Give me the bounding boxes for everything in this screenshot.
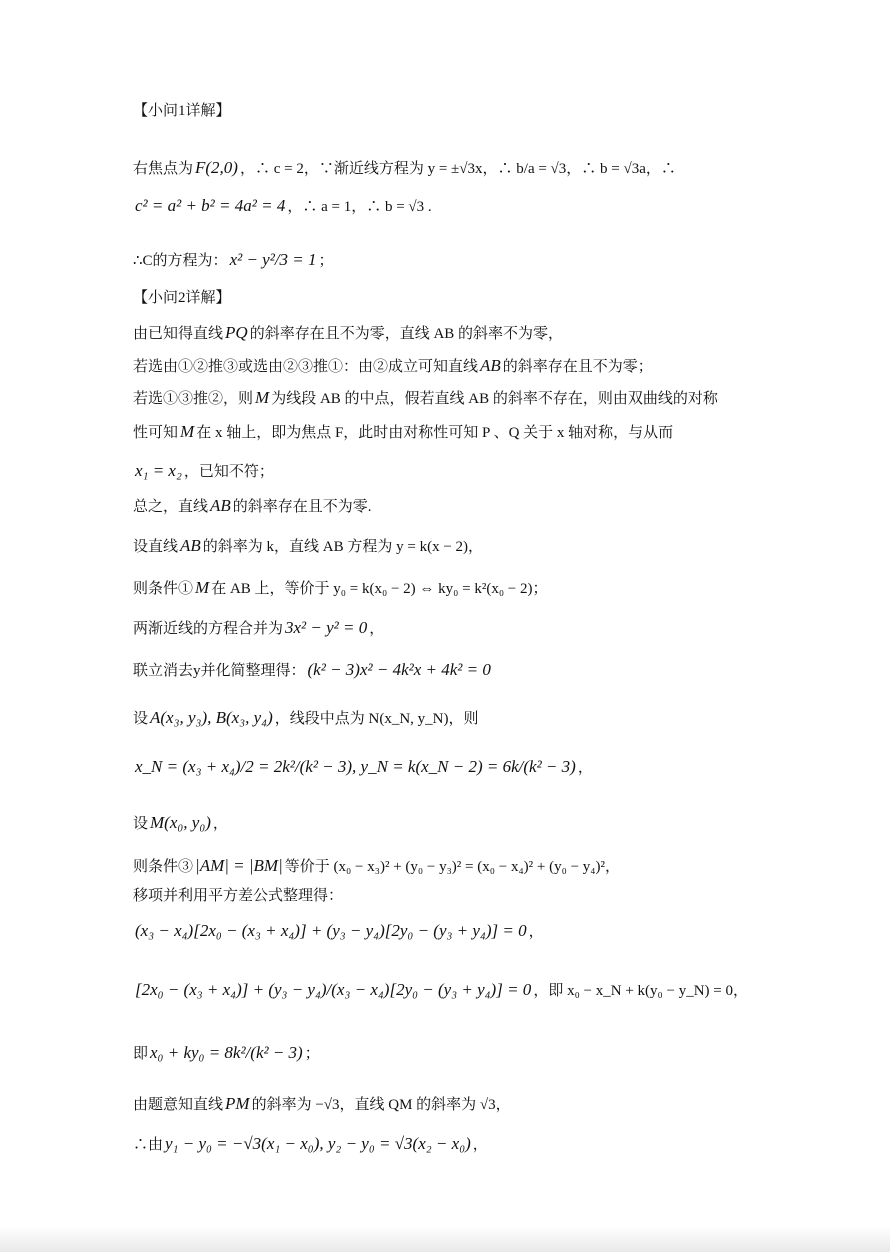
math-formula: x_N = (x₃ + x₄)/2 = 2k²/(k² − 3), y_N = k(x_N − 2) = 6k/(k² − 3) bbox=[135, 757, 576, 776]
line-text: 设直线 bbox=[133, 539, 179, 555]
math-formula: (k² − 3)x² − 4k²x + 4k² = 0 bbox=[307, 660, 491, 679]
line-text: ， bbox=[528, 924, 544, 940]
math-formula: PQ bbox=[225, 323, 248, 342]
math-formula: |AM| = |BM| bbox=[195, 856, 283, 875]
line-text: ，即 x₀ − x_N + k(y₀ − y_N) = 0， bbox=[533, 983, 749, 999]
line-text: 的斜率存在且不为零； bbox=[502, 359, 653, 375]
text-line bbox=[133, 323, 563, 344]
line-text: ，线段中点为 N(x_N, y_N)，则 bbox=[274, 711, 479, 727]
math-formula: c² = a² + b² = 4a² = 4 bbox=[135, 196, 286, 215]
math-formula: x² − y²/3 = 1 bbox=[229, 250, 317, 269]
text-line bbox=[133, 885, 347, 906]
line-text: ，已知不符； bbox=[183, 464, 274, 480]
line-text: 等价于 (x₀ − x₃)² + (y₀ − y₃)² = (x₀ − x₄)² + (y₀ − y₄)²， bbox=[284, 859, 621, 875]
text-line bbox=[133, 1043, 320, 1064]
text-line bbox=[133, 158, 676, 179]
line-text: 设 bbox=[133, 816, 149, 832]
line-text: 若选①③推②，则 bbox=[133, 391, 254, 407]
math-formula: M bbox=[180, 422, 195, 441]
math-formula: y₁ − y₀ = −√3(x₁ − x₀), y₂ − y₀ = √3(x₂ − x₀) bbox=[165, 1134, 471, 1153]
line-text: 的斜率为 k，直线 AB 方程为 y = k(x − 2)， bbox=[202, 539, 484, 555]
text-line bbox=[133, 708, 479, 729]
line-text: ∴C的方程为： bbox=[133, 253, 228, 269]
text-line bbox=[133, 461, 274, 482]
line-text: ， bbox=[212, 816, 228, 832]
line-text: 由题意知直线 bbox=[133, 1097, 224, 1113]
line-text: 两渐近线的方程合并为 bbox=[133, 621, 284, 637]
line-text: 在 AB 上，等价于 y₀ = k(x₀ − 2) ⇔ ky₀ = k²(x₀ − 2)； bbox=[211, 581, 548, 597]
math-formula: M(x₀, y₀) bbox=[150, 813, 211, 832]
line-text: 总之，直线 bbox=[133, 499, 209, 515]
line-text: 则条件① bbox=[133, 581, 194, 597]
math-formula: 3x² − y² = 0 bbox=[285, 618, 368, 637]
text-line bbox=[133, 496, 372, 517]
text-line bbox=[133, 1134, 488, 1155]
text-line bbox=[133, 422, 673, 443]
math-formula: A(x₃, y₃), B(x₃, y₄) bbox=[150, 708, 273, 727]
line-text: 若选由①②推③或选由②③推①：由②成立可知直线 bbox=[133, 359, 479, 375]
math-formula: AB bbox=[210, 496, 231, 515]
line-text: ， bbox=[472, 1137, 488, 1153]
line-text: 性可知 bbox=[133, 425, 179, 441]
page-bottom-edge bbox=[0, 1226, 890, 1252]
line-text: 则条件③ bbox=[133, 859, 194, 875]
text-line bbox=[133, 536, 483, 557]
q1-heading: 【小问1详解】 bbox=[133, 103, 231, 119]
line-text: ，∴ a = 1，∴ b = √3 . bbox=[287, 199, 432, 215]
line-text: ， bbox=[369, 621, 385, 637]
text-line bbox=[133, 660, 493, 681]
text-line bbox=[133, 196, 432, 217]
math-formula: M bbox=[255, 388, 270, 407]
text-line bbox=[133, 757, 593, 778]
line-text: 在 x 轴上，即为焦点 F，此时由对称性可知 P 、Q 关于 x 轴对称，与从而 bbox=[196, 425, 674, 441]
math-formula: [2x₀ − (x₃ + x₄)] + (y₃ − y₄)/(x₃ − x₄)[2y₀ − (y₃ + y₄)] = 0 bbox=[135, 980, 532, 999]
math-formula: AB bbox=[480, 356, 501, 375]
math-formula: x₁ = x₂ bbox=[135, 461, 182, 480]
line-text: ∴由 bbox=[133, 1137, 164, 1153]
text-line bbox=[133, 856, 620, 877]
text-line bbox=[133, 813, 228, 834]
math-formula: M bbox=[195, 578, 210, 597]
math-formula: F(2,0) bbox=[195, 158, 238, 177]
math-formula: x₀ + ky₀ = 8k²/(k² − 3) bbox=[150, 1043, 303, 1062]
line-text: 即 bbox=[133, 1046, 149, 1062]
line-text: 右焦点为 bbox=[133, 161, 194, 177]
text-line bbox=[133, 1094, 511, 1115]
math-formula: AB bbox=[180, 536, 201, 555]
math-formula: (x₃ − x₄)[2x₀ − (x₃ + x₄)] + (y₃ − y₄)[2y₀ − (y₃ + y₄)] = 0 bbox=[135, 921, 527, 940]
q2-heading: 【小问2详解】 bbox=[133, 290, 231, 306]
line-text: 为线段 AB 的中点，假若直线 AB 的斜率不存在，则由双曲线的对称 bbox=[271, 391, 718, 407]
text-line bbox=[133, 980, 748, 1001]
math-formula: PM bbox=[225, 1094, 250, 1113]
line-text: ，∴ c = 2，∵渐近线方程为 y = ±√3x，∴ b/a = √3，∴ b = √3a，∴ bbox=[239, 161, 676, 177]
line-text: ； bbox=[304, 1046, 320, 1062]
text-line bbox=[133, 921, 544, 942]
line-text: 联立消去y并化简整理得： bbox=[133, 663, 306, 679]
line-text: 设 bbox=[133, 711, 149, 727]
text-line bbox=[133, 618, 384, 639]
text-line bbox=[133, 356, 653, 377]
line-text: ； bbox=[318, 253, 334, 269]
text-line bbox=[133, 250, 334, 271]
text-line bbox=[133, 578, 548, 599]
line-text: 由已知得直线 bbox=[133, 326, 224, 342]
line-text: ， bbox=[577, 760, 593, 776]
line-text: 移项并利用平方差公式整理得： bbox=[133, 888, 344, 904]
line-text: 的斜率存在且不为零，直线 AB 的斜率不为零， bbox=[249, 326, 564, 342]
line-text: 的斜率存在且不为零. bbox=[232, 499, 372, 515]
line-text: 的斜率为 −√3，直线 QM 的斜率为 √3， bbox=[251, 1097, 511, 1113]
text-line bbox=[133, 388, 718, 409]
